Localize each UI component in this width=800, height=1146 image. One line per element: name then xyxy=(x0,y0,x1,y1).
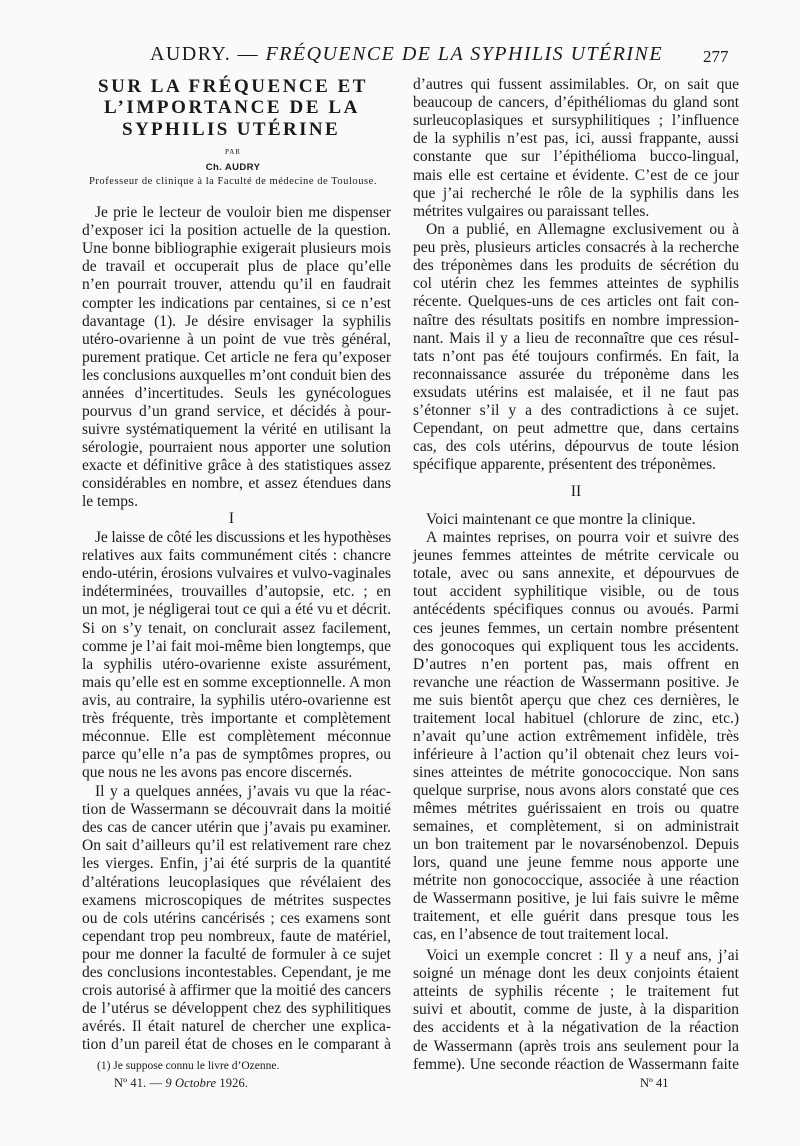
line-text: comme je l’ai fait moi-même bien longtemps, que xyxy=(82,637,391,655)
section-heading: II xyxy=(570,483,582,500)
line-text: parce qu’elle n’a pas de symptômes propres, ou xyxy=(82,745,391,763)
line-text: Je laisse de côté les discussions et les hypothèses xyxy=(95,529,391,547)
line-text: d’autres qui fussent assimilables. Or, on sait que xyxy=(413,76,739,94)
line-text: pourvus d’un grand service, et décidés à pour- xyxy=(82,402,391,420)
line-text: Voici maintenant ce que montre la clinique. xyxy=(426,511,696,529)
text-line xyxy=(82,204,391,222)
line-text: exsudats utérins est malaisée, et il ne faut pas xyxy=(413,383,739,401)
text-line xyxy=(413,565,739,583)
line-text: traitement, et elle guérit dans presque tous les xyxy=(413,908,739,926)
text-line xyxy=(413,438,739,456)
line-text: examens microscopiques de métrites suspectes xyxy=(82,891,391,909)
text-line xyxy=(413,674,739,692)
text-line xyxy=(413,620,739,638)
text-line xyxy=(413,710,739,728)
text-line xyxy=(413,312,739,330)
line-text: suivre systématiquement la vérité en utilisant la xyxy=(82,420,391,438)
line-text: cas, des cols utérins, dépourvus de toute lésion xyxy=(413,437,739,455)
text-line xyxy=(413,1038,739,1056)
line-text: davantage (1). Je désire envisager la syphilis xyxy=(82,312,391,330)
line-text: soigné un ménage dont les deux conjoints étaient xyxy=(413,965,739,983)
line-text: beaucoup de cancers, d’épithéliomas du gland sont xyxy=(413,94,739,112)
issue-year: 1926. xyxy=(219,1076,249,1090)
text-line xyxy=(413,456,739,474)
text-line xyxy=(82,746,391,764)
text-line xyxy=(82,367,391,385)
text-line xyxy=(413,854,739,872)
text-line xyxy=(82,819,391,837)
line-text: des gonocoques qui expliquent tous les accidents. xyxy=(413,637,739,655)
line-text: constante que sur l’épithélioma bucco-lingual, xyxy=(413,148,739,166)
text-line xyxy=(82,982,391,1000)
line-text: un mot, je négligerai tout ce qui a été vu et décrit. xyxy=(82,601,391,619)
line-text: traitement local habituel (chlorure de zinc, etc.) xyxy=(413,709,739,727)
line-text: d’exposer ici la position actuelle de la question. xyxy=(82,222,391,240)
line-text: des accidents et à la négativation de la réaction xyxy=(413,1019,739,1037)
section-heading: I xyxy=(228,510,235,527)
line-text: des conclusions incontestables. Cependant, je me xyxy=(82,963,391,981)
line-text: spécifique apparente, présentent des tréponèmes. xyxy=(413,455,716,473)
running-head-title: FRÉQUENCE DE LA SYPHILIS UTÉRINE xyxy=(265,43,664,65)
paragraph xyxy=(82,783,391,1054)
paragraph xyxy=(82,529,391,782)
line-text: Je prie le lecteur de vouloir bien me dispenser xyxy=(95,204,391,222)
text-line xyxy=(82,240,391,258)
line-text: n’avait qu’une action extrêmement infidèle, très xyxy=(413,727,739,745)
running-head-author: AUDRY. — xyxy=(150,43,260,65)
paragraph xyxy=(413,221,739,474)
line-text: méconnue. Elle est complètement méconnue xyxy=(82,727,391,745)
text-line xyxy=(413,692,739,710)
signature-mark: Nº 41 xyxy=(640,1076,669,1090)
text-line xyxy=(82,638,391,656)
text-line xyxy=(82,910,391,928)
line-text: tion d’un pareil état de choses en le comparant à xyxy=(82,1035,391,1053)
text-line xyxy=(413,890,739,908)
line-text: quelque surprise, nous avons alors constaté que ces xyxy=(413,781,739,799)
line-text: nant. Mais il y a lieu de reconnaître que ces résul- xyxy=(413,329,739,347)
line-text: des tréponèmes dans les produits de sécrétion du xyxy=(413,257,739,275)
line-text: naître des résultats positifs en nombre impression- xyxy=(413,311,739,329)
text-line xyxy=(413,601,739,619)
text-line xyxy=(413,167,739,185)
text-line xyxy=(413,1019,739,1037)
line-text: purement pratique. Cet article ne fera qu’exposer xyxy=(82,348,391,366)
line-text: ces jeunes femmes, un certain nombre présentent xyxy=(413,619,739,637)
line-text: Cependant, on peut admettre que, dans certains xyxy=(413,419,739,437)
line-text: ou de cols utérins cancérisés ; ces examens sont xyxy=(82,909,391,927)
text-line xyxy=(82,928,391,946)
line-text: récente. Quelques-uns de ces articles ont fait con- xyxy=(413,293,739,311)
text-line xyxy=(82,349,391,367)
text-line xyxy=(413,203,739,221)
paragraph xyxy=(413,76,739,220)
line-text: métrite non gonococcique, associée à une réaction xyxy=(413,872,739,890)
text-line xyxy=(82,601,391,619)
text-line xyxy=(413,764,739,782)
text-line xyxy=(413,257,739,275)
paragraph xyxy=(413,947,739,1073)
line-text: On a publié, en Allemagne exclusivement ou à xyxy=(426,221,739,239)
line-text: surleucoplasiques et sursyphilitiques ; l’influence xyxy=(413,112,739,130)
text-line xyxy=(82,1018,391,1036)
text-line xyxy=(413,148,739,166)
text-line xyxy=(82,801,391,819)
line-text: semaines, et complètement, si on administrait xyxy=(413,818,739,836)
line-text: mais qu’elle est en somme exceptionnelle. A mon xyxy=(82,673,391,691)
line-text: sines atteintes de métrite gonococcique. Non sans xyxy=(413,763,739,781)
left-column xyxy=(82,0,391,1146)
line-text: pour me donner la faculté de formuler à ce sujet xyxy=(82,945,391,963)
line-text: que j’ai recherché le rôle de la syphilis dans les xyxy=(413,184,739,202)
text-line xyxy=(413,583,739,601)
article-title-line: SYPHILIS UTÉRINE xyxy=(122,119,340,140)
line-text: années d’incertitudes. Seuls les gynécologues xyxy=(82,384,391,402)
line-text: métrites vulgaires ou paraissant telles. xyxy=(413,202,650,220)
paragraph xyxy=(413,529,739,944)
text-line xyxy=(413,983,739,1001)
text-line xyxy=(82,837,391,855)
line-text: endo-utérin, érosions vulvaires et vulvo-vaginales xyxy=(82,565,391,583)
line-text: que nous ne les avons pas encore discernés. xyxy=(82,763,353,781)
text-line xyxy=(82,258,391,276)
issue-date: 9 Octobre xyxy=(165,1076,217,1090)
text-line xyxy=(82,421,391,439)
text-line xyxy=(413,836,739,854)
line-text: atteints de syphilis récente ; le traitement fut xyxy=(413,983,739,1001)
right-column xyxy=(413,0,739,1146)
line-text: antécédents spécifiques connus ou avoués. Parmi xyxy=(413,601,739,619)
line-text: la syphilis utéro-ovarienne existe assurément, xyxy=(82,655,391,673)
line-text: revanche une réaction de Wassermann positive. Je xyxy=(413,673,739,691)
line-text: crois autorisé à affirmer que la moitié des cancers xyxy=(82,981,391,999)
text-line xyxy=(413,366,739,384)
text-line xyxy=(413,420,739,438)
text-line xyxy=(82,547,391,565)
text-line xyxy=(413,275,739,293)
line-text: peu près, plusieurs articles consacrés à la recherche xyxy=(413,239,739,257)
line-text: de la syphilis n’est pas, ici, aussi frappante, aussi xyxy=(413,130,739,148)
line-text: de travail et occuperait plus de place qu’elle xyxy=(82,258,391,276)
text-line xyxy=(413,330,739,348)
text-line xyxy=(413,656,739,674)
text-line xyxy=(413,529,739,547)
text-line xyxy=(82,656,391,674)
text-line xyxy=(413,818,739,836)
text-line xyxy=(413,1056,739,1074)
line-text: lors, quand une jeune femme nous apporte une xyxy=(413,854,739,872)
text-line xyxy=(82,783,391,801)
text-line xyxy=(413,746,739,764)
text-line xyxy=(413,112,739,130)
line-text: cas, en l’absence de tout traitement local. xyxy=(413,926,669,944)
line-text: des cas de cancer utérin que j’avais pu examiner. xyxy=(82,819,391,837)
line-text: femme). Une seconde réaction de Wassermann faite xyxy=(413,1055,739,1073)
line-text: avérés. Il était naturel de chercher une explica- xyxy=(82,1017,391,1035)
issue-footer xyxy=(114,1076,248,1091)
paragraph xyxy=(82,204,391,511)
text-line xyxy=(82,331,391,349)
article-title-line: SUR LA FRÉQUENCE ET xyxy=(98,76,368,97)
text-line xyxy=(413,965,739,983)
line-text: inférieure à l’action qu’il obtenait chez leurs voi- xyxy=(413,745,739,763)
line-text: s’étonner s’il y a des contradictions à ce sujet. xyxy=(413,401,739,419)
text-line xyxy=(413,547,739,565)
text-line xyxy=(82,710,391,728)
text-line xyxy=(82,493,391,511)
text-line xyxy=(413,130,739,148)
line-text: tion de Wassermann se découvrait dans la moitié xyxy=(82,801,391,819)
text-line xyxy=(413,221,739,239)
byline-prefix: PAR xyxy=(225,148,241,156)
paragraph xyxy=(413,511,739,529)
line-text: indéterminées, trouvailles d’autopsie, etc. ; en xyxy=(82,583,391,601)
text-line xyxy=(413,239,739,257)
line-text: jeunes femmes atteintes de métrite cervicale ou xyxy=(413,547,739,565)
text-line xyxy=(413,511,739,529)
line-text: de l’utérus se développent chez des syphilitiques xyxy=(82,999,391,1017)
issue-number: Nº 41. xyxy=(114,1076,147,1090)
text-line xyxy=(82,439,391,457)
text-line xyxy=(413,384,739,402)
text-line xyxy=(82,222,391,240)
line-text: tout accident syphilitique visible, ou de tous xyxy=(413,583,739,601)
line-text: relatives aux faits communément cités : chancre xyxy=(82,547,391,565)
text-line xyxy=(82,764,391,782)
line-text: avis, au contraire, la syphilis utéro-ovarienne est xyxy=(82,691,391,709)
text-line xyxy=(82,1036,391,1054)
text-line xyxy=(82,674,391,692)
text-line xyxy=(82,565,391,583)
footer-separator: — xyxy=(149,1076,163,1090)
text-line xyxy=(82,620,391,638)
text-line xyxy=(82,892,391,910)
text-line xyxy=(82,295,391,313)
line-text: Une bonne bibliographie exigerait plusieurs mois xyxy=(82,240,391,258)
text-line xyxy=(413,402,739,420)
page-number: 277 xyxy=(703,47,729,66)
line-text: totale, avec ou sans annexite, et dépourvues de xyxy=(413,565,739,583)
text-line xyxy=(82,583,391,601)
text-line xyxy=(82,728,391,746)
line-text: le temps. xyxy=(82,493,138,511)
line-text: utéro-ovarienne à un point de vue très général, xyxy=(82,330,391,348)
line-text: les vierges. Enfin, j’ai été surpris de la quantité xyxy=(82,855,391,873)
text-line xyxy=(413,872,739,890)
line-text: Si on s’y tenait, on conclurait assez facilement, xyxy=(82,619,391,637)
line-text: de Wassermann positive, je lui fais suivre le même xyxy=(413,890,739,908)
line-text: On sait d’ailleurs qu’il est relativement rare chez xyxy=(82,837,391,855)
line-text: très fréquente, très importante et complètement xyxy=(82,709,391,727)
text-line xyxy=(413,94,739,112)
line-text: les conclusions auxquelles m’ont conduit bien des xyxy=(82,366,391,384)
text-line xyxy=(413,728,739,746)
text-line xyxy=(82,403,391,421)
text-line xyxy=(413,947,739,965)
text-line xyxy=(82,964,391,982)
author-name: Ch. AUDRY xyxy=(205,162,261,173)
text-line xyxy=(82,385,391,403)
text-line xyxy=(413,638,739,656)
text-line xyxy=(413,185,739,203)
text-line xyxy=(413,348,739,366)
text-line xyxy=(413,926,739,944)
line-text: reconnaissance assurée du tréponème dans les xyxy=(413,365,739,383)
line-text: un bon traitement par le novarsénobenzol. Depuis xyxy=(413,836,739,854)
line-text: tats n’ont pas été toujours confirmés. En fait, la xyxy=(413,347,739,365)
line-text: mais elle est certaine et évidente. C’est de ce jour xyxy=(413,166,739,184)
text-line xyxy=(82,529,391,547)
line-text: de Wassermann (après trois ans seulement pour la xyxy=(413,1037,739,1055)
text-line xyxy=(82,475,391,493)
text-line xyxy=(82,276,391,294)
text-line xyxy=(82,946,391,964)
text-line xyxy=(82,855,391,873)
article-title-line: L’IMPORTANCE DE LA xyxy=(104,97,360,118)
text-line xyxy=(82,313,391,331)
line-text: n’en pourrait trouver, attendu qu’il en faudrait xyxy=(82,276,391,294)
footnote: (1) Je suppose connu le livre d’Ozenne. xyxy=(97,1060,280,1072)
text-line xyxy=(413,76,739,94)
line-text: suivi et aboutit, comme de juste, à la disparition xyxy=(413,1001,739,1019)
text-line xyxy=(413,908,739,926)
text-line xyxy=(82,874,391,892)
line-text: mêmes métrites guérissaient en trois ou quatre xyxy=(413,800,739,817)
line-text: d’altérations leucoplasiques que révélaient des xyxy=(82,873,391,891)
text-line xyxy=(413,293,739,311)
line-text: compter les indications par centaines, si ce n’est xyxy=(82,294,391,312)
line-text: exacte et définitive grâce à des statistiques assez xyxy=(82,456,391,474)
text-line xyxy=(82,457,391,475)
line-text: considérables en nombre, et assez étendues dans xyxy=(82,475,391,492)
author-affiliation: Professeur de clinique à la Faculté de médecine de Toulouse. xyxy=(89,176,377,187)
line-text: A maintes reprises, on pourra voir et suivre des xyxy=(426,529,739,547)
text-line xyxy=(413,800,739,818)
text-line xyxy=(413,1001,739,1019)
text-line xyxy=(413,782,739,800)
text-line xyxy=(82,692,391,710)
line-text: col utérin chez les femmes atteintes de syphilis xyxy=(413,275,739,293)
line-text: cependant trop peu nombreux, faute de matériel, xyxy=(82,927,391,945)
text-line xyxy=(82,1000,391,1018)
line-text: Il y a quelques années, j’avais vu que la réac- xyxy=(95,783,391,801)
line-text: me suis bientôt aperçu que chez ces dernières, le xyxy=(413,691,739,709)
line-text: sérologie, pourraient nous apporter une solution xyxy=(82,438,391,456)
line-text: Voici un exemple concret : Il y a neuf ans, j’ai xyxy=(426,947,739,965)
line-text: D’autres n’en portent pas, mais offrent en xyxy=(413,655,739,673)
